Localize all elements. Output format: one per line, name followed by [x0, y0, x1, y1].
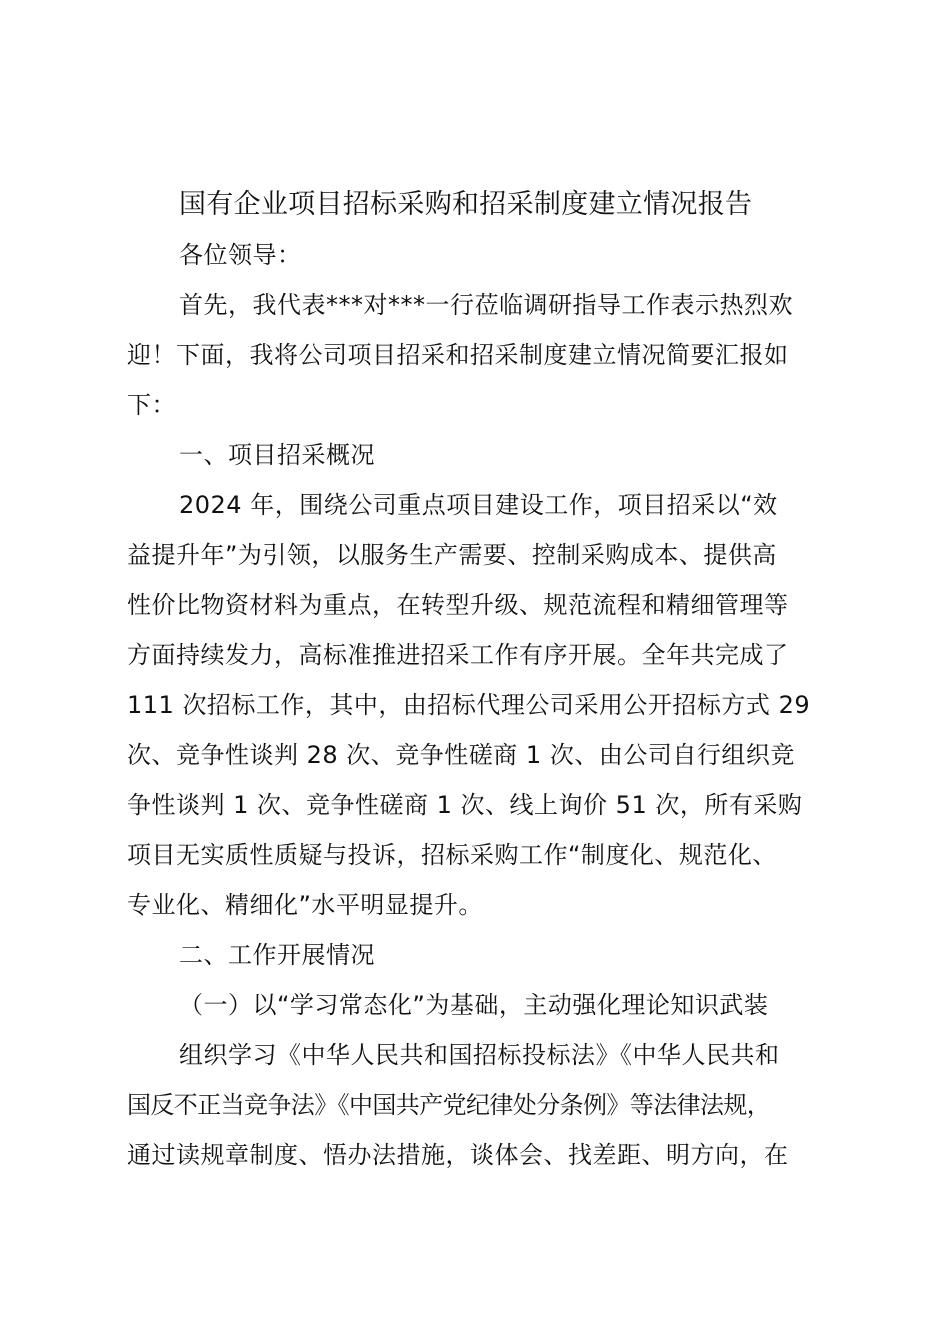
- document-title: 国有企业项目招标采购和招采制度建立情况报告: [179, 189, 753, 220]
- paragraph-line: 组织学习《中华人民共和国招标投标法》《中华人民共和: [179, 1041, 780, 1069]
- salutation: 各位领导：: [179, 241, 302, 269]
- paragraph-line: 111 次招标工作，其中，由招标代理公司采用公开招标方式 29: [127, 691, 811, 719]
- paragraph-line: 益提升年”为引领，以服务生产需要、控制采购成本、提供高: [127, 541, 777, 569]
- subsection-heading: （一）以“学习常态化”为基础，主动强化理论知识武装: [179, 991, 769, 1019]
- paragraph-line: 性价比物资材料为重点，在转型升级、规范流程和精细管理等: [127, 591, 789, 619]
- paragraph-line: 项目无实质性质疑与投诉，招标采购工作“制度化、规范化、: [127, 841, 777, 869]
- paragraph-line: 2024 年，围绕公司重点项目建设工作，项目招采以“效: [179, 491, 778, 519]
- paragraph-line: 国反不正当竞争法》《中国共产党纪律处分条例》等法律法规，: [127, 1091, 771, 1119]
- section-heading: 一、项目招采概况: [179, 441, 375, 469]
- paragraph-line: 迎！下面，我将公司项目招采和招采制度建立情况简要汇报如: [127, 341, 789, 369]
- paragraph-line: 首先，我代表***对***一行莅临调研指导工作表示热烈欢: [179, 291, 793, 319]
- paragraph-line: 专业化、精细化”水平明显提升。: [127, 891, 483, 919]
- paragraph-line: 方面持续发力，高标准推进招采工作有序开展。全年共完成了: [127, 641, 789, 669]
- section-heading: 二、工作开展情况: [179, 941, 375, 969]
- paragraph-line: 次、竞争性谈判 28 次、竞争性磋商 1 次、由公司自行组织竞: [127, 741, 795, 769]
- document-page: [127, 180, 857, 1180]
- paragraph-line: 下：: [127, 391, 176, 419]
- paragraph-line: 通过读规章制度、悟办法措施，谈体会、找差距、明方向，在: [127, 1141, 789, 1169]
- paragraph-line: 争性谈判 1 次、竞争性磋商 1 次、线上询价 51 次，所有采购: [127, 791, 803, 819]
